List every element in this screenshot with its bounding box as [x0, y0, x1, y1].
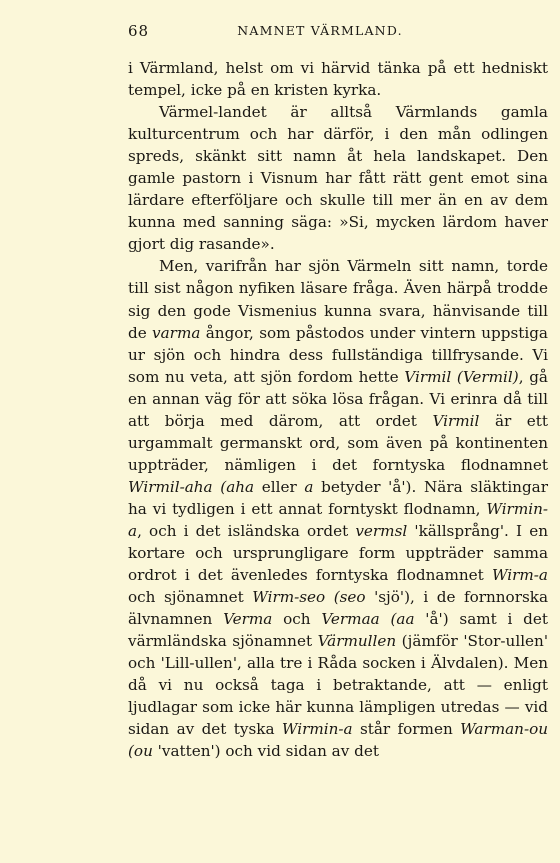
- italic-term: Virmil (Vermil): [404, 367, 519, 386]
- italic-term: a: [304, 477, 314, 496]
- italic-term: Virmil: [432, 411, 480, 430]
- paragraph: [128, 57, 548, 101]
- text-run: är ett urgammalt germanskt ord, som även på kontinenten uppträder, nämligen i det forntyska flodnamnet: [128, 411, 548, 474]
- italic-term: Wirm-seo (seo: [252, 588, 366, 607]
- text-run: och sjönamnet: [128, 588, 253, 607]
- text-run: , och i det isländska ordet: [137, 521, 356, 540]
- running-title: NAMNET VÄRMLAND.: [237, 23, 403, 38]
- italic-term: Wirm-a: [491, 566, 548, 585]
- text-run: (jämför 'Stor-ullen' och 'Lill-ullen', alla tre i Råda socken i Älvdalen). Men då vi nu också taga i betraktande, att — enligt ljudlagar som icke här kunna lämpligen utredas — vid sidan av det tyska: [128, 632, 548, 739]
- text-run: 'sjö'), i de fornnorska älvnamnen: [128, 588, 549, 629]
- text-run: ångor, som påstodos under vintern uppstiga ur sjön och hindra dess fullständiga tillfrysande. Vi som nu veta, att sjön fordom hette: [128, 323, 548, 386]
- italic-term: Wirmin-a: [128, 499, 548, 540]
- italic-term: Wirmin-a: [281, 720, 353, 739]
- paragraph: [128, 255, 548, 762]
- text-run: eller: [254, 477, 305, 496]
- italic-term: Värmullen: [317, 632, 397, 651]
- italic-term: Warman-ou (ou: [128, 720, 549, 761]
- text-run: och: [272, 610, 322, 629]
- text-run: 'källsprång'. I en kortare och ursprungligare form uppträder samma ordrot i det ävenledes forntyska flodnamnet: [128, 521, 548, 585]
- body-text: [128, 57, 548, 763]
- italic-term: varma: [152, 323, 201, 342]
- italic-term: Verma: [223, 610, 273, 629]
- text-run: betyder 'å'). Nära släktingar ha vi tydligen i ett annat forntyskt flodnamn,: [128, 477, 548, 518]
- text-run: Men, varifrån har sjön Värmeln sitt namn, torde till sist någon nyfiken läsare fråga. Även härpå trodde sig den gode Vismenius kunna svara, hänvisande till de: [128, 257, 548, 342]
- text-run: , gå en annan väg för att söka lösa frågan. Vi erinra då till att börja med därom, att ordet: [128, 367, 548, 430]
- text-run: står formen: [352, 720, 461, 739]
- italic-term: Wirmil-aha (aha: [128, 477, 255, 496]
- page-number: 68: [128, 22, 150, 40]
- text-run: 'å') samt i det värmländska sjönamnet: [128, 610, 549, 651]
- text-run: Värmel-landet är alltså Värmlands gamla kulturcentrum och har därför, i den mån odlingen spreds, skänkt sitt namn åt hela landskapet. Den gamle pastorn i Visnum har fått rätt gent emot sina lärdare efterföljare och skulle till mer än en av dem kunna med sanning säga: »Si, mycken lärdom haver gjort dig rasande».: [128, 103, 548, 254]
- text-run: 'vatten') och vid sidan av det: [152, 742, 379, 761]
- paragraph: [128, 101, 548, 255]
- italic-term: vermsl: [355, 521, 408, 540]
- italic-term: Vermaa (aa: [321, 610, 415, 629]
- text-run: i Värmland, helst om vi härvid tänka på ett hedniskt tempel, icke på en kristen kyrka.: [128, 59, 548, 100]
